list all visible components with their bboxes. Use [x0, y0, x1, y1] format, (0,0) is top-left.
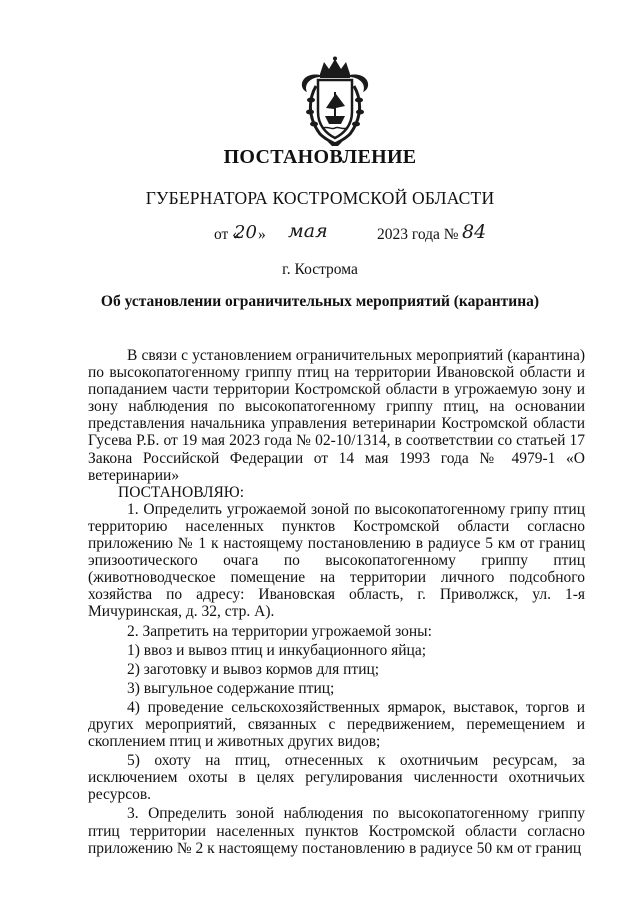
kostroma-coat-of-arms-icon: [298, 56, 372, 148]
clause-2-item-5: 5) охоту на птиц, отнесенных к охотничьим ресурсам, за исключением охоты в целях регулирования численности охотничьих ресурсов.: [88, 752, 585, 804]
clause-2: 2. Запретить на территории угрожаемой зоны:: [127, 622, 432, 640]
clause-2-item-2: 2) заготовку и вывоз кормов для птиц;: [127, 660, 380, 678]
clause-2-item-1: 1) ввоз и вывоз птиц и инкубационного яйца;: [127, 641, 427, 659]
handwritten-number: 84: [462, 221, 487, 243]
handwritten-day: 20: [234, 222, 257, 243]
clause-1: 1. Определить угрожаемой зоной по высокопатогенному грипу птиц территорию населенных пунктов Костромской области согласно приложению № 1 к настоящему постановлению в радиусе 5 км от границ эпизоотического очага по высокопатогенному гриппу птиц (животноводческое помещение на территории личного подсобного хозяйства по адресу: Ивановская область, г. Приволжск, ул. 1-я Мичуринская, д. 32, стр. А).: [88, 500, 585, 621]
clause-3: 3. Определить зоной наблюдения по высокопатогенному гриппу птиц территории населенных пунктов Костромской области согласно приложению № 2 к настоящему постановлению в радиусе 50 км от границ: [88, 805, 585, 857]
clause-2-item-4: 4) проведение сельскохозяйственных ярмарок, выставок, торгов и других мероприятий, связанных с передвижением, перемещением и скоплением птиц и животных других видов;: [88, 698, 585, 751]
clause-2-item-3: 3) выгульное содержание птиц;: [127, 679, 335, 697]
date-year-label: 2023 года №: [377, 226, 459, 243]
resolution-keyword: ПОСТАНОВЛЯЮ:: [118, 483, 245, 501]
preamble-paragraph: В связи с установлением ограничительных мероприятий (карантина) по высокопатогенному гриппу птиц на территории Ивановской области и попаданием части территории Костромской области в угрожаемую зону и зону наблюдения по высокопатогенному гриппу птиц, на основании представления начальника управления ветеринарии Костромской области Гусева Р.Б. от 19 мая 2023 года № 02-10/1314, в соответствии со статьей 17 Закона Российской Федерации от 14 мая 1993 года № 4979-1 «О ветеринарии»: [88, 347, 585, 484]
document-title: Об установлении ограничительных мероприятий (карантина): [100, 293, 540, 310]
document-body: [88, 347, 585, 857]
date-close-quote: »: [258, 226, 266, 243]
handwritten-month: мая: [288, 220, 328, 242]
date-line: [0, 220, 640, 250]
page-title: ПОСТАНОВЛЕНИЕ: [223, 146, 417, 168]
date-prefix: от «: [214, 226, 240, 243]
city-line: г. Кострома: [282, 261, 358, 278]
issuer-line: ГУБЕРНАТОРА КОСТРОМСКОЙ ОБЛАСТИ: [145, 188, 495, 208]
